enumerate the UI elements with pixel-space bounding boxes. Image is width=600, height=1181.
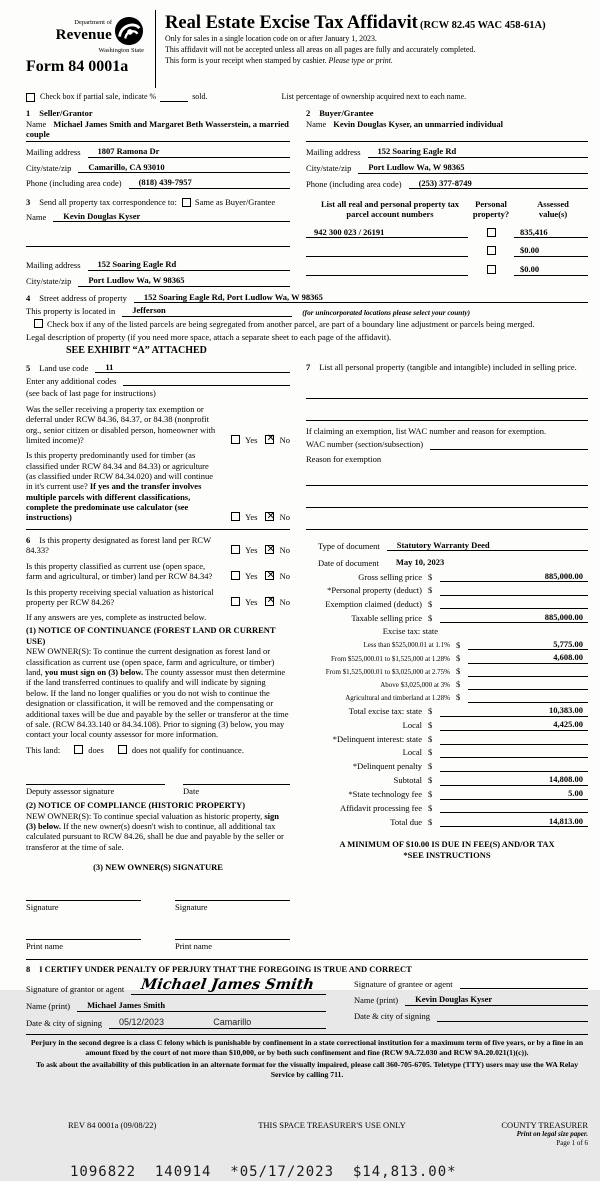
page-number: Page 1 of 6 [556,1139,588,1148]
section-2-number: 2 [306,108,311,118]
personal-property-field-2[interactable] [306,410,588,421]
bracket-2-field[interactable]: 4,608.00 [468,652,588,664]
exemption-deferral-answer: Yes ✕ No [215,435,290,446]
perjury-notice: Perjury in the second degree is a class C felony which is punishable by confinement in a state correctional institution for a maximum term of five years, or by a fine in an amount fixed by the court of not more than $10,000, or by both such confinement and fine (RCW 9A.72.030 and RCW 9A.20.021(1)(c)). To ask about the availability of this publication in an alternate format for the visually impaired, please call 360-705-6705. Teletype (TTY) users may use the WA Relay Service by calling 711. [26,1034,588,1080]
exemption-deferral-question: Was the seller receiving a property tax exemption or deferral under RCW 84.36, 84.37, or 84.38 (nonprofit org., senior citizen or disabled person, homeowner with limited income)? [26,403,216,445]
bracket-3-field[interactable] [468,666,588,677]
parcel-number-field[interactable]: 942 300 023 / 26191 [306,227,468,239]
delinquent-interest-local-label: Local [402,747,422,758]
seller-phone-label: Phone (including area code) [26,178,122,189]
local-tax-field[interactable]: 4,425.00 [440,719,588,731]
assessed-value-field[interactable]: $0.00 [514,245,588,257]
affidavit-processing-fee-label: Affidavit processing fee [340,802,422,813]
state-technology-fee-field[interactable]: 5.00 [440,788,588,800]
seller-name-field[interactable]: Name Michael James Smith and Margaret Beth Wasserstein, a married couple [26,119,290,142]
section-3-correspondence [26,197,290,287]
reason-exemption-label: Reason for exemption [306,453,382,464]
wac-number-field[interactable] [430,439,588,450]
assessed-value-field[interactable]: $0.00 [514,264,588,276]
seller-city-label: City/state/zip [26,162,72,173]
ownership-note: List percentage of ownership acquired next to each name. [281,92,467,101]
segregated-row [26,319,588,330]
correspondence-mailing-field[interactable]: 152 Soaring Eagle Rd [88,259,290,271]
section-5-land-use [26,362,290,523]
parcel-row [306,245,588,257]
see-instructions-note: *SEE INSTRUCTIONS [403,850,491,860]
street-address-label: Street address of property [39,292,127,303]
assessed-value-field[interactable]: 835,416 [514,227,588,239]
section-3-number: 3 [26,197,31,208]
document-type-label: Type of document [318,540,380,551]
document-date-field[interactable]: May 10, 2023 [395,557,445,568]
grantee-signature-field[interactable] [460,978,588,989]
new-owner-print-field-1[interactable] [26,928,141,940]
grantor-city-value: Camarillo [213,1016,252,1027]
parcel-number-field[interactable] [306,246,468,257]
subtotal-field[interactable]: 14,808.00 [440,774,588,786]
notice-continuance-text: NEW OWNER(S): To continue the current designation as forest land or classification as current use (open space, farm and agriculture, or timber) land, you must sign on (3) below. The county assessor must then determine if the land transferred continues to qualify and will indicate by signing below. If the land no longer qualifies or you do not wish to continue the designation or classification, it will be removed and the compensating or additional taxes will be due and payable by the seller or transferor at the time of sale. (RCW 84.33.140 or 84.34.108). Prior to signing (3) below, you may contact your local county assessor for more information. [26,646,289,740]
personal-property-field-1[interactable] [306,388,588,399]
taxable-selling-price-field[interactable]: 885,000.00 [440,612,588,624]
gross-selling-price-label: Gross selling price [358,571,422,582]
parcel-row [306,227,588,239]
no-checkbox[interactable] [265,545,274,554]
current-use-answer: Yes ✕ No [215,571,290,582]
parcel-row [306,264,588,276]
correspondence-name-field[interactable]: Kevin Douglas Kyser [53,211,290,223]
partial-sale-sold-label: sold. [192,92,208,101]
seller-mailing-field[interactable]: 1807 Ramona Dr [88,146,290,158]
alt-format-notice: To ask about the availability of this publication in an alternate format for the visually impaired, please call 360-705-6705. Teletype (TTY) users may use the WA Relay Service by calling 711. [35,1059,579,1079]
notice-compliance-text: NEW OWNER(S): To continue special valuation as historic property, sign (3) below. If the new owner(s) doesn't wish to continue, all additional tax calculated pursuant to RCW 84.26, shall be due and payable by the seller or transferor at the time of sale. [26,810,284,852]
parcel-col2-header: Personal property? [472,199,510,219]
total-due-label: Total due [390,816,422,827]
if-yes-note: If any answers are yes, complete as instructed below. [26,611,207,622]
personal-property-checkbox[interactable] [487,246,496,255]
personal-property-deduct-label: *Personal property (deduct) [327,585,422,596]
grantor-signature-field[interactable] [131,978,326,995]
grantee-print-name-field[interactable]: Kevin Douglas Kyser [405,994,588,1006]
section-3-intro: Send all property tax correspondence to: [39,197,177,208]
header-note-3: This form is your receipt when stamped by cashier. Please type or print. [165,56,393,66]
parcel-col1-header: List all real and personal property tax parcel account numbers [320,199,460,219]
grantor-print-name-label: Name (print) [26,1000,71,1011]
document-block [306,540,588,569]
forest-land-question: Is this property designated as forest land per RCW 84.33? [26,534,211,556]
yes-checkbox[interactable] [231,512,240,521]
grantee-print-name-label: Name (print) [354,995,399,1006]
subtotal-label: Subtotal [393,775,422,785]
total-excise-state-field[interactable]: 10,383.00 [440,705,588,717]
notice-continuance-title: (1) NOTICE OF CONTINUANCE (FOREST LAND OR CURRENT USE) [26,625,276,646]
section-6-classification [26,529,290,952]
grantee-date-city-label: Date & city of signing [354,1011,431,1022]
gross-selling-price-field[interactable]: 885,000.00 [440,571,588,583]
section-7-number: 7 [306,361,311,372]
revenue-logo-icon [114,16,144,46]
exemption-claimed-label: Exemption claimed (deduct) [325,598,422,609]
historical-property-answer: Yes ✕ No [215,597,290,608]
section-6-number: 6 [26,534,31,545]
exemption-claimed-field[interactable] [440,598,588,609]
delinquent-interest-local-field[interactable] [440,747,588,758]
deputy-assessor-signature-field[interactable] [26,773,165,785]
legal-description-note: Legal description of property (if you need more space, attach a separate sheet to each page of the affidavit). [26,331,392,342]
deputy-date-field[interactable] [183,773,290,785]
bracket-2-label: From $525,000.01 to $1,525,000 at 1.28% [331,655,450,663]
buyer-mailing-field[interactable]: 152 Soaring Eagle Rd [368,146,588,158]
notice-compliance-title: (2) NOTICE OF COMPLIANCE (HISTORIC PROPERTY) [26,799,246,810]
section-7-personal-property [306,362,588,530]
header [26,10,588,88]
header-note-1: Only for sales in a single location code on or after January 1, 2023. [165,34,377,44]
county-note: (for unincorporated locations please select your county) [302,307,471,317]
bracket-4-field[interactable] [468,679,588,690]
forest-land-answer: Yes ✕ No [215,545,290,556]
rev-number: REV 84 0001a (09/08/22) [68,1119,157,1130]
state-technology-fee-label: *State technology fee [348,789,422,800]
section-1-seller [26,108,290,189]
same-as-buyer-checkbox[interactable] [182,198,191,207]
tax-computation: Gross selling price $ 885,000.00 *Personal property (deduct) $ Exemption claimed (deduct) $ Taxable selling price $ 885,000.00 Excise tax: state Less than $525,000.01 at 1.1% $ 5,775.00 From $525,000.01 to $1,525,000 at 1.28% $ 4,608.00 From $1,525,000.01 to $3,025,000 at 2.75% $ Above $3,025,000 at 3% $ Agricultural and timberland at 1.28% $ Total excise tax: state $ 10,383.00 Local $ 4,425.00 *Delinquent interest: state $ Local $ *Delinquent penalty $ Subtotal $ 14,808.00 *State technology fee $ 5.00 Affidavit processing fee $ Total due $ 14,813.00 A MINIMUM OF $10.00 IS DUE IN FEE(S) AND/OR TAX *SEE INSTRUCTIONS [306,571,588,861]
seller-name-value: Michael James Smith and Margaret Beth Wasserstein, a married couple [26,118,289,140]
buyer-phone-label: Phone (including area code) [306,178,402,189]
bracket-1-label: Less than $525,000.01 at 1.1% [363,641,450,650]
grantee-signature-label: Signature of grantee or agent [354,978,453,989]
treasurer-space-label: THIS SPACE TREASURER'S USE ONLY [258,1119,406,1130]
segregated-note: Check box if any of the listed parcels are being segregated from another parcel, are part of a boundary line adjustment or parcels being merged. [47,318,535,329]
see-back-note: (see back of last page for instructions) [26,388,156,399]
reason-field-2[interactable] [306,497,588,508]
title-rcw: (RCW 82.45 WAC 458-61A) [419,20,546,31]
buyer-city-field[interactable]: Port Ludlow Wa, W 98365 [358,162,588,174]
page-title: Real Estate Excise Tax Affidavit [165,13,418,33]
county-field[interactable]: Jefferson [122,305,292,317]
correspondence-city-label: City/state/zip [26,276,72,286]
bracket-3-label: From $1,525,000.01 to $3,025,000 at 2.75% [325,668,450,676]
logo-dept-text: Department of [74,19,112,27]
grantee-date-city-field[interactable] [437,1011,588,1022]
yes-checkbox[interactable] [231,435,240,444]
delinquent-penalty-field[interactable] [440,761,588,772]
personal-property-deduct-field[interactable] [440,585,588,596]
buyer-mailing-label: Mailing address [306,147,361,158]
bracket-5-field[interactable] [468,692,588,703]
new-owner-print-field-2[interactable] [175,928,290,940]
deputy-assessor-row [26,773,290,797]
yes-checkbox[interactable] [231,571,240,580]
yes-checkbox[interactable] [231,597,240,606]
segregated-checkbox[interactable] [34,319,43,328]
personal-property-checkbox[interactable] [487,265,496,274]
seller-mailing-label: Mailing address [26,146,81,157]
total-excise-state-label: Total excise tax: state [348,706,422,717]
county-treasurer-label: COUNTY TREASURER [501,1119,588,1130]
does-checkbox[interactable] [74,745,83,754]
section-4-property [26,292,588,358]
wac-number-label: WAC number (section/subsection) [306,439,424,450]
header-note-2: This affidavit will not be accepted unless all areas on all pages are fully and accurately completed. [165,45,476,55]
reason-field-3[interactable] [306,519,588,530]
grantor-print-name-field[interactable]: Michael James Smith [77,1000,326,1012]
correspondence-name-label: Name [26,211,47,222]
parcel-col3-header: Assessed value(s) [537,199,569,219]
section-2-title: Buyer/Grantee [319,108,374,118]
section-5-number: 5 [26,362,31,373]
new-owner-signature-field-2[interactable] [175,889,290,901]
certification-statement: I CERTIFY UNDER PENALTY OF PERJURY THAT THE FOREGOING IS TRUE AND CORRECT [39,963,412,974]
affidavit-processing-fee-field[interactable] [440,802,588,813]
delinquent-interest-state-label: *Delinquent interest: state [332,733,422,744]
document-type-field[interactable]: Statutory Warranty Deed [387,540,588,552]
no-checkbox[interactable] [265,512,274,521]
buyer-name-field[interactable]: Name Kevin Douglas Kyser, an unmarried individual [306,119,588,143]
personal-property-checkbox[interactable] [487,228,496,237]
treasurer-stamp: 1096822 140914 *05/17/2023 $14,813.00* [70,1163,457,1180]
new-owner-signature-row: Signature Signature [26,889,290,913]
seller-phone-field[interactable]: (818) 439-7957 [129,177,290,189]
revenue-logo [26,10,144,88]
section-2-buyer [306,108,588,189]
section-1-title: Seller/Grantor [39,108,93,118]
delinquent-penalty-label: *Delinquent penalty [352,760,422,771]
bracket-4-label: Above $3,025,000 at 3% [380,681,450,689]
new-owners-signature-title: (3) NEW OWNER(S) SIGNATURE [93,861,223,872]
current-use-question: Is this property classified as current use (open space, farm and agricultural, or timber) land per RCW 84.34? [26,561,213,582]
grantor-date-city-label: Date & city of signing [26,1018,103,1029]
logo-revenue-text: Revenue [55,26,112,43]
deputy-date-label: Date [183,786,200,797]
section-1-number: 1 [26,108,31,118]
section-4-number: 4 [26,292,31,303]
exemption-intro: If claiming an exemption, list WAC number and reason for exemption. [306,426,547,437]
bracket-1-field[interactable]: 5,775.00 [468,639,588,651]
partial-sale-label: Check box if partial sale, indicate % [40,92,157,101]
additional-codes-label: Enter any additional codes [26,375,117,386]
reason-field-1[interactable] [306,475,588,486]
section-8-certification [26,959,588,1029]
same-as-buyer-label: Same as Buyer/Grantee [194,197,276,208]
timber-agriculture-question: Is this property predominantly used for timber (as classified under RCW 84.34 and 84.33) or agriculture (as classified under RCW 84.34.020) and will continue in it's current use? If yes and the transfer involves multiple parcels with different classifications, complete the predominate use calculator (see instructions) [26,450,214,523]
correspondence-blank-field[interactable] [26,236,290,247]
buyer-name-value: Kevin Douglas Kyser, an unmarried individual [333,118,504,129]
timber-agriculture-answer: Yes ✕ No [215,512,290,523]
historical-property-question: Is this property receiving special valuation as historical property per RCW 84.26? [26,586,214,608]
this-land-label: This land: [26,744,61,755]
located-in-label: This property is located in [26,306,116,317]
land-use-field[interactable]: 11 [95,362,290,374]
does-not-checkbox[interactable] [118,745,127,754]
buyer-phone-field[interactable]: (253) 377-8749 [409,178,588,190]
grantor-date-value: 05/12/2023 [119,1016,165,1027]
no-checkbox[interactable] [265,571,274,580]
section-8-number: 8 [26,963,31,974]
header-divider [155,10,156,88]
this-land-row: This land: does does not qualify for continuance. [26,744,244,755]
legal-paper-note: Print on legal size paper. [516,1130,588,1139]
form-number: Form 84 0001a [26,58,129,76]
street-address-field[interactable]: 152 Soaring Eagle Rd, Port Ludlow Wa, W 98365 [134,292,588,304]
personal-property-intro: List all personal property (tangible and intangible) included in selling price. [319,361,577,372]
parcel-number-field[interactable] [306,265,468,276]
parcel-table [306,197,588,287]
partial-sale-checkbox[interactable] [26,93,35,102]
buyer-city-label: City/state/zip [306,162,352,173]
new-owner-signature-field-1[interactable] [26,889,141,901]
correspondence-city-field[interactable]: Port Ludlow Wa, W 98365 [78,275,290,287]
yes-checkbox[interactable] [231,545,240,554]
new-owner-print-row: Print name Print name [26,928,290,952]
delinquent-interest-state-field[interactable] [440,734,588,745]
minimum-due-note: A MINIMUM OF $10.00 IS DUE IN FEE(S) AND/OR TAX [339,839,555,850]
correspondence-mailing-label: Mailing address [26,260,81,271]
deputy-assessor-label: Deputy assessor signature [26,786,115,797]
legal-description-value: SEE EXHIBIT “A” ATTACHED [66,345,207,357]
land-use-label: Land use code [39,362,89,373]
logo-state-text: Washington State [98,47,144,54]
grantor-signature-label: Signature of grantor or agent [26,984,125,995]
no-checkbox[interactable] [265,435,274,444]
document-date-label: Date of document [318,557,379,568]
bracket-5-label: Agricultural and timberland at 1.28% [345,694,450,702]
grantor-date-city-field[interactable] [109,1017,326,1029]
seller-city-field[interactable]: Camarillo, CA 93010 [78,162,290,174]
total-due-field[interactable]: 14,813.00 [440,816,588,828]
footer [26,1120,588,1148]
taxable-selling-price-label: Taxable selling price [351,612,422,623]
local-tax-label: Local [402,720,422,731]
partial-sale-row [26,92,588,102]
excise-tax-state-label: Excise tax: state [382,625,438,636]
partial-sale-percent-field[interactable] [160,93,188,102]
additional-codes-field[interactable] [123,375,290,386]
grantor-signature-value: Michael James Smith [140,976,316,994]
no-checkbox[interactable] [265,597,274,606]
